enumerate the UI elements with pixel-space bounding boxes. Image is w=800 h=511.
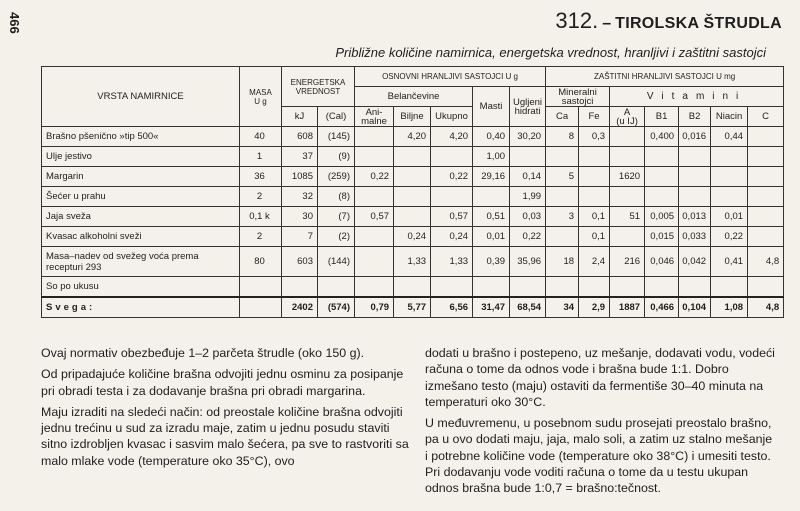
cell-ugljeni: 0,03 (510, 207, 546, 227)
cell-cal: (8) (318, 187, 355, 207)
cell-niacin: 0,44 (711, 127, 748, 147)
header-masa-unit: U g (254, 96, 267, 106)
cell-b2: 0,042 (679, 247, 711, 277)
cell-masa: 0,1 k (240, 207, 282, 227)
cell-fe: 0,3 (579, 127, 610, 147)
header-animalne: Ani-malne (355, 107, 394, 127)
table-row (42, 167, 784, 187)
header-zastitni: ZAŠTITNI HRANLJIVI SASTOJCI U mg (546, 67, 784, 87)
cell-anim (355, 247, 394, 277)
cell-masti (473, 187, 510, 207)
cell-kj: 37 (282, 147, 318, 167)
cell-b2: 0,016 (679, 127, 711, 147)
total-ca: 34 (546, 297, 579, 318)
total-ugljeni: 68,54 (510, 297, 546, 318)
cell-c (748, 227, 784, 247)
header-kj: kJ (282, 107, 318, 127)
cell-b2: 0,033 (679, 227, 711, 247)
cell-b1: 0,005 (645, 207, 679, 227)
cell-name: Šećer u prahu (42, 187, 240, 207)
cell-fe (579, 187, 610, 207)
table-subtitle: Približne količine namirnica, energetska vrednost, hranljivi i zaštitni sastojci (335, 45, 766, 60)
cell-ca: 8 (546, 127, 579, 147)
header-a (610, 107, 645, 127)
cell-ukup: 0,22 (431, 167, 473, 187)
instructions-right-column (425, 345, 775, 502)
header-biljne: Biljne (394, 107, 431, 127)
cell-fe (579, 167, 610, 187)
cell-cal (318, 277, 355, 298)
table-row (42, 187, 784, 207)
cell-niacin (711, 187, 748, 207)
cell-c (748, 207, 784, 227)
header-belancevine: Belančevine (355, 87, 473, 107)
cell-c (748, 277, 784, 298)
cell-b1 (645, 147, 679, 167)
cell-niacin: 0,22 (711, 227, 748, 247)
cell-anim: 0,22 (355, 167, 394, 187)
cell-ca (546, 187, 579, 207)
cell-ugljeni: 0,22 (510, 227, 546, 247)
instructions-left-column (41, 345, 413, 474)
cell-ukup: 4,20 (431, 127, 473, 147)
cell-bilj (394, 167, 431, 187)
cell-ca: 18 (546, 247, 579, 277)
cell-fe (579, 277, 610, 298)
cell-masa: 40 (240, 127, 282, 147)
cell-ugljeni: 1,99 (510, 187, 546, 207)
header-ugljeni: Ugljeni hidrati (510, 87, 546, 127)
paragraph: U međuvremenu, u posebnom sudu prosejati preostalo brašno, pa u ovo dodati maju, jaja, malo soli, a zatim uz stalno mešanje i potrebne količine vode (temperature oko 38°C) i umesiti testo. Pri dodavanju vode voditi računa o tome da u testu ukupan odnos brašna bude 1:0,7 = brašno:tečnost. (425, 416, 773, 496)
cell-fe (579, 147, 610, 167)
cell-name: Kvasac alkoholni sveži (42, 227, 240, 247)
cell-ugljeni: 0,14 (510, 167, 546, 187)
cell-kj: 32 (282, 187, 318, 207)
header-osnovni: OSNOVNI HRANLJIVI SASTOJCI U g (355, 67, 546, 87)
cell-cal: (259) (318, 167, 355, 187)
paragraph: Maju izraditi na sledeći način: od preostale količine brašna odvojiti jednu trećinu u sud za izradu maje, zatim u jednu posudu staviti sitno izdrobljen kvasac i sasvim malo šećera, pa sve to rastvoriti sa malo mlake vode (temperature oko 35°C), ovo (41, 404, 409, 468)
total-niacin: 1,08 (711, 297, 748, 318)
cell-b2 (679, 167, 711, 187)
total-b2: 0,104 (679, 297, 711, 318)
cell-c (748, 147, 784, 167)
cell-bilj: 0,24 (394, 227, 431, 247)
cell-niacin (711, 167, 748, 187)
cell-a: 51 (610, 207, 645, 227)
header-c: C (748, 107, 784, 127)
table-row (42, 247, 784, 277)
cell-name: Masa–nadev od svežeg voća prema recepturi 293 (42, 247, 240, 277)
total-kj: 2402 (282, 297, 318, 318)
cell-c (748, 127, 784, 147)
header-vrsta: VRSTA NAMIRNICE (42, 67, 240, 127)
cell-kj: 1085 (282, 167, 318, 187)
total-row (42, 297, 784, 318)
cell-kj: 30 (282, 207, 318, 227)
cell-fe: 0,1 (579, 227, 610, 247)
cell-niacin: 0,41 (711, 247, 748, 277)
cell-cal: (2) (318, 227, 355, 247)
cell-bilj (394, 147, 431, 167)
page-number: 466 (7, 12, 22, 34)
cell-bilj: 1,33 (394, 247, 431, 277)
cell-c: 4,8 (748, 247, 784, 277)
cell-ugljeni: 30,20 (510, 127, 546, 147)
cell-b1 (645, 167, 679, 187)
cell-anim (355, 147, 394, 167)
cell-masti: 1,00 (473, 147, 510, 167)
total-label: Svega: (42, 297, 240, 318)
cell-anim: 0,57 (355, 207, 394, 227)
table-row (42, 277, 784, 298)
recipe-number: 312. (555, 8, 599, 33)
cell-fe: 2,4 (579, 247, 610, 277)
total-b1: 0,466 (645, 297, 679, 318)
cell-kj: 7 (282, 227, 318, 247)
header-niacin: Niacin (711, 107, 748, 127)
cell-cal: (145) (318, 127, 355, 147)
cell-name: So po ukusu (42, 277, 240, 298)
cell-b2 (679, 277, 711, 298)
header-fe: Fe (579, 107, 610, 127)
cell-kj (282, 277, 318, 298)
total-masa (240, 297, 282, 318)
header-masti: Masti (473, 87, 510, 127)
cell-b2 (679, 187, 711, 207)
header-ca: Ca (546, 107, 579, 127)
cell-kj: 603 (282, 247, 318, 277)
total-masti: 31,47 (473, 297, 510, 318)
cell-bilj (394, 277, 431, 298)
table-row (42, 207, 784, 227)
cell-cal: (144) (318, 247, 355, 277)
cell-a (610, 127, 645, 147)
cell-b1 (645, 187, 679, 207)
cell-name: Margarin (42, 167, 240, 187)
cell-niacin: 0,01 (711, 207, 748, 227)
cell-c (748, 167, 784, 187)
cell-ca: 5 (546, 167, 579, 187)
header-ukupno: Ukupno (431, 107, 473, 127)
recipe-title (555, 8, 782, 34)
cell-a: 1620 (610, 167, 645, 187)
cell-masti: 0,40 (473, 127, 510, 147)
cell-kj: 608 (282, 127, 318, 147)
cell-niacin (711, 147, 748, 167)
cell-ca: 3 (546, 207, 579, 227)
header-cal: (Cal) (318, 107, 355, 127)
total-c: 4,8 (748, 297, 784, 318)
header-a-label: A (623, 106, 631, 118)
cell-anim (355, 127, 394, 147)
cell-b1: 0,400 (645, 127, 679, 147)
table-row (42, 127, 784, 147)
table-row (42, 227, 784, 247)
cell-anim (355, 187, 394, 207)
cell-b2: 0,013 (679, 207, 711, 227)
total-a: 1887 (610, 297, 645, 318)
table-row (42, 147, 784, 167)
cell-ca (546, 277, 579, 298)
cell-ukup: 0,24 (431, 227, 473, 247)
total-fe: 2,9 (579, 297, 610, 318)
cell-b1: 0,046 (645, 247, 679, 277)
header-a-unit: (u IJ) (616, 115, 638, 127)
cell-masti: 0,51 (473, 207, 510, 227)
total-ukup: 6,56 (431, 297, 473, 318)
header-mineralni: Mineralni sastojci (546, 87, 610, 107)
header-b2: B2 (679, 107, 711, 127)
paragraph: Od pripadajuće količine brašna odvojiti jednu osminu za posipanje pri obradi testa i za dodavanje brašna pri obradi margarina. (41, 367, 404, 398)
cell-cal: (9) (318, 147, 355, 167)
cell-ca (546, 227, 579, 247)
header-masa (240, 67, 282, 127)
cell-masa: 2 (240, 227, 282, 247)
cell-b2 (679, 147, 711, 167)
cell-masa: 36 (240, 167, 282, 187)
cell-b1 (645, 277, 679, 298)
paragraph: dodati u brašno i postepeno, uz mešanje, dodavati vodu, vodeći računa o tome da odnos vode i brašna bude 1:1. Dobro izmešano testo (maju) ostaviti da fermentiše 30–40 minuta na temperaturi oko 30°C. (425, 346, 775, 409)
cell-bilj (394, 207, 431, 227)
cell-ugljeni (510, 277, 546, 298)
recipe-name: TIROLSKA ŠTRUDLA (615, 15, 782, 32)
cell-ca (546, 147, 579, 167)
cell-masa: 80 (240, 247, 282, 277)
header-vitamini: Vitamini (610, 87, 784, 107)
paragraph: Ovaj normativ obezbeđuje 1–2 parčeta štrudle (oko 150 g). (41, 346, 365, 360)
cell-name: Ulje jestivo (42, 147, 240, 167)
cell-masa: 2 (240, 187, 282, 207)
total-anim: 0,79 (355, 297, 394, 318)
cell-anim (355, 227, 394, 247)
header-masa-label: MASA (249, 87, 272, 97)
cell-a (610, 187, 645, 207)
cell-ukup: 1,33 (431, 247, 473, 277)
cell-ugljeni: 35,96 (510, 247, 546, 277)
cell-masti: 29,16 (473, 167, 510, 187)
total-bilj: 5,77 (394, 297, 431, 318)
cell-masa (240, 277, 282, 298)
cell-a (610, 277, 645, 298)
cell-ukup (431, 277, 473, 298)
cell-fe: 0,1 (579, 207, 610, 227)
cell-bilj: 4,20 (394, 127, 431, 147)
cell-b1: 0,015 (645, 227, 679, 247)
cell-a: 216 (610, 247, 645, 277)
total-cal: (574) (318, 297, 355, 318)
cell-a (610, 227, 645, 247)
cell-ukup (431, 147, 473, 167)
cell-c (748, 187, 784, 207)
cell-name: Jaja sveža (42, 207, 240, 227)
nutrition-table (41, 66, 784, 318)
cell-masti: 0,01 (473, 227, 510, 247)
cell-niacin (711, 277, 748, 298)
cell-name: Brašno pšenično »tip 500« (42, 127, 240, 147)
cell-ukup: 0,57 (431, 207, 473, 227)
cell-cal: (7) (318, 207, 355, 227)
title-dash: – (602, 15, 612, 32)
cell-masti (473, 277, 510, 298)
cell-anim (355, 277, 394, 298)
header-energy: ENERGETSKA VREDNOST (282, 67, 355, 107)
cell-ukup (431, 187, 473, 207)
cell-masa: 1 (240, 147, 282, 167)
cell-bilj (394, 187, 431, 207)
cell-ugljeni (510, 147, 546, 167)
header-b1: B1 (645, 107, 679, 127)
cell-masti: 0,39 (473, 247, 510, 277)
cell-a (610, 147, 645, 167)
